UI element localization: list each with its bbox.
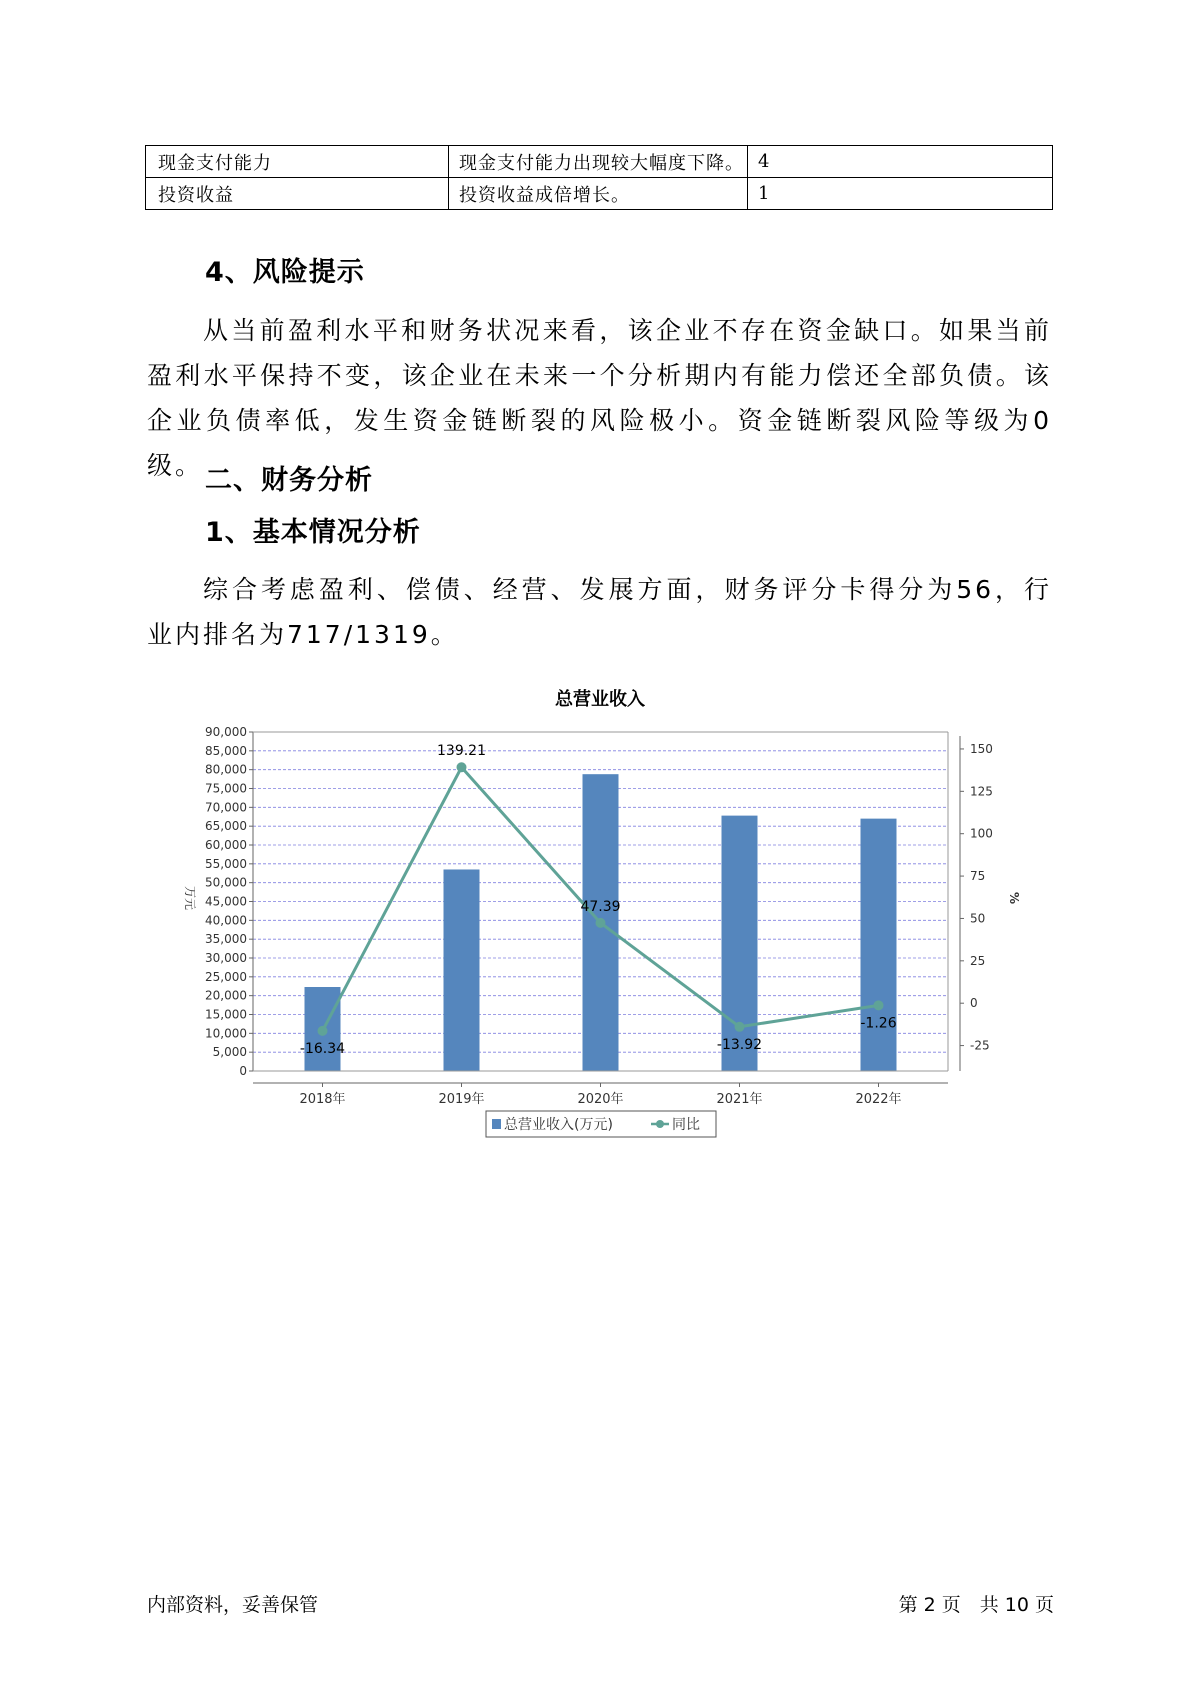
chart-title: 总营业收入 [555,689,645,710]
y-tick-label: 70,000 [205,800,247,815]
data-label: 47.39 [580,898,621,915]
y-tick-label: 10,000 [205,1026,247,1041]
y-tick-label: 80,000 [205,762,247,777]
table-cell-item: 投资收益 [146,178,449,210]
y2-tick-label: 0 [970,996,978,1011]
table-cell-item: 现金支付能力 [146,146,449,178]
section-heading-basic-analysis: 1、基本情况分析 [205,517,421,548]
y-tick-label: 85,000 [205,743,247,758]
legend-line-marker [656,1120,664,1128]
section-heading-risk: 4、风险提示 [205,257,365,288]
y-tick-label: 45,000 [205,894,247,909]
line-point [874,1000,884,1010]
table-cell-desc: 现金支付能力出现较大幅度下降。 [449,146,748,178]
table-cell-score: 1 [748,178,1053,210]
y-tick-label: 40,000 [205,913,247,928]
y-tick-label: 75,000 [205,781,247,796]
chart-x-ticks [299,1083,901,1107]
bar [722,816,758,1071]
y-tick-label: 20,000 [205,988,247,1003]
data-label: -1.26 [860,1015,897,1032]
footer-page-number: 第 2 页 共 10 页 [898,1594,1054,1616]
y2-tick-label: 75 [970,869,986,884]
chart-y2-label: % [1007,891,1021,905]
table-cell-desc: 投资收益成倍增长。 [449,178,748,210]
footer-left: 内部资料，妥善保管 [147,1594,319,1616]
data-label: -16.34 [299,1040,346,1057]
y-tick-label: 30,000 [205,951,247,965]
section-heading-financial-analysis: 二、财务分析 [205,465,373,496]
legend-bar-label: 总营业收入(万元) [504,1117,613,1133]
y-tick-label: 90,000 [205,725,247,739]
risk-table [145,145,1053,210]
table-row [146,178,1053,210]
y-tick-label: 25,000 [205,969,247,984]
line-point [318,1026,328,1036]
basic-analysis-paragraph: 综合考虑盈利、偿债、经营、发展方面，财务评分卡得分为56，行业内排名为717/1319。 [147,575,1052,649]
y-tick-label: 55,000 [205,856,247,871]
legend-bar-swatch [492,1119,501,1129]
chart-y-label: 万元 [183,885,197,911]
data-label: -13.92 [716,1036,763,1053]
line-point [457,762,467,772]
y2-tick-label: -25 [970,1038,990,1053]
x-tick-label: 2019年 [438,1092,485,1107]
table-cell-score: 4 [748,146,1053,178]
y-tick-label: 60,000 [205,838,247,852]
y-tick-label: 0 [239,1064,247,1078]
bar [861,819,897,1071]
line-point [735,1022,745,1032]
x-tick-label: 2020年 [577,1092,624,1107]
table-row [146,146,1053,178]
y-tick-label: 15,000 [205,1007,247,1022]
revenue-chart [170,683,1030,1143]
data-label: 139.21 [437,743,486,760]
line-point [596,918,606,928]
x-tick-label: 2022年 [855,1092,902,1107]
y-tick-label: 65,000 [205,819,247,834]
y2-tick-label: 25 [970,953,986,968]
y2-tick-label: 50 [970,911,986,926]
y-tick-label: 50,000 [205,875,247,890]
x-tick-label: 2021年 [716,1092,763,1107]
y2-tick-label: 125 [970,784,993,799]
legend-line-label: 同比 [672,1117,700,1133]
y-tick-label: 35,000 [205,932,247,947]
x-tick-label: 2018年 [299,1092,346,1107]
y2-tick-label: 100 [970,826,993,841]
bar [444,869,480,1071]
risk-paragraph: 从当前盈利水平和财务状况来看，该企业不存在资金缺口。如果当前盈利水平保持不变，该企业在未来一个分析期内有能力偿还全部负债。该企业负债率低，发生资金链断裂的风险极小。资金链断裂风险等级为0级。 [147,316,1052,480]
chart-y-ticks [205,725,253,1078]
chart-legend [486,1111,716,1137]
y2-tick-label: 150 [970,741,993,756]
chart-y2-ticks [960,742,993,1053]
y-tick-label: 5,000 [212,1045,247,1060]
